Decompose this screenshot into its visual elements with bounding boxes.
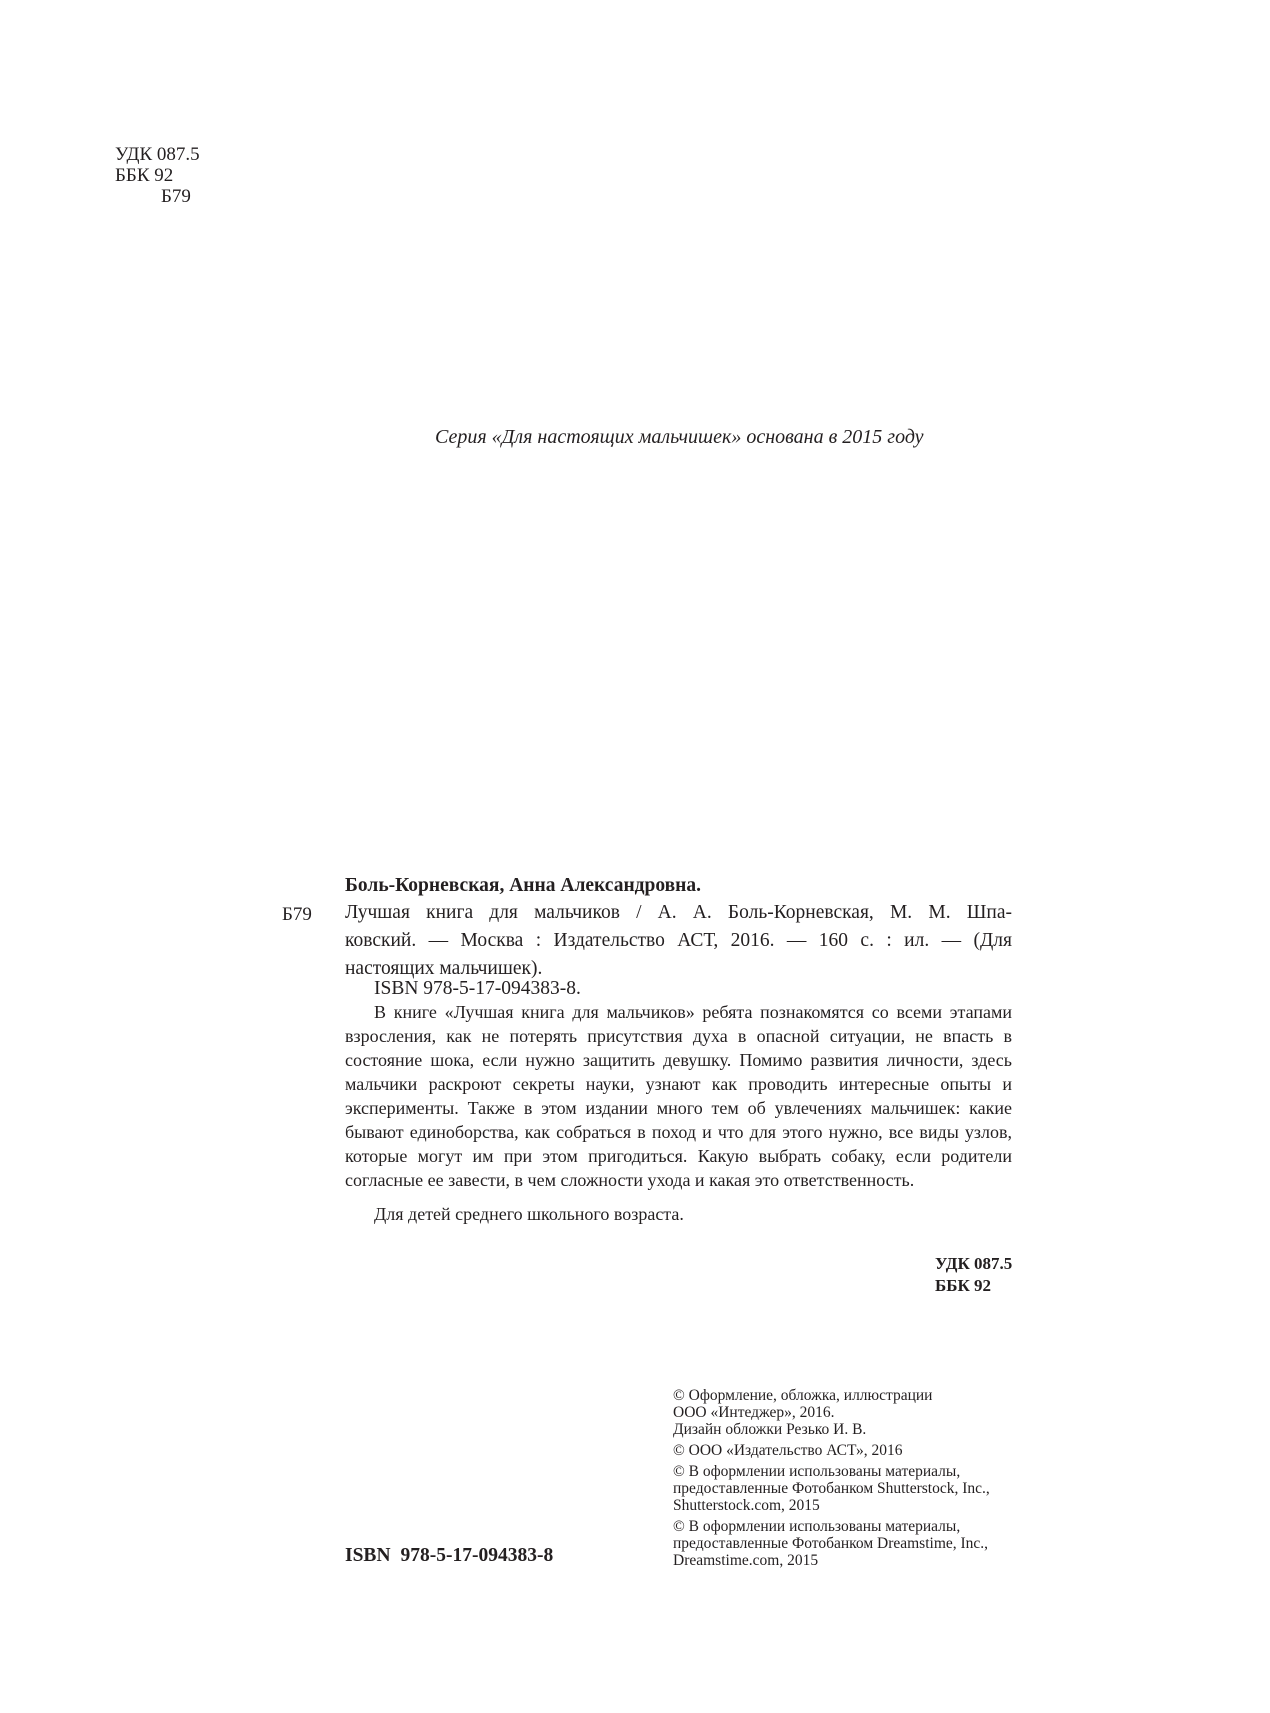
author-heading: Боль-Корневская, Анна Александровна. [345, 875, 702, 896]
title-line: настоящих мальчишек). [345, 958, 543, 979]
copyright-line: предоставленные Фотобанком Shutterstock, Inc., [673, 1480, 990, 1497]
bottom-bbk-code: ББК 92 [935, 1276, 992, 1295]
annotation-line: бывают единоборства, как собраться в поход и что для этого нужно, все виды узлов, [345, 1122, 1012, 1142]
isbn-number: 978-5-17-094383-8 [400, 1545, 554, 1566]
audience-note: Для детей среднего школьного возраста. [374, 1204, 684, 1224]
annotation-line: эксперименты. Также в этом издании много тем об увлечениях мальчишек: какие [345, 1098, 1012, 1118]
top-udk-code: УДК 087.5 [115, 144, 200, 165]
copyright-line: Дизайн обложки Резько И. В. [673, 1421, 867, 1438]
copyright-line: © ООО «Издательство АСТ», 2016 [673, 1442, 903, 1459]
copyright-line: ООО «Интеджер», 2016. [673, 1404, 835, 1421]
copyright-line: © Оформление, обложка, иллюстрации [673, 1387, 933, 1404]
annotation-line: мальчики раскроют секреты науки, узнают как проводить интересные опыты и [345, 1074, 1012, 1094]
title-line: ковский. — Москва : Издательство АСТ, 2016. — 160 с. : ил. — (Для [345, 930, 1012, 951]
annotation [345, 1000, 1012, 1192]
annotation-line: согласные ее завести, в чем сложности ухода и какая это ответственность. [345, 1170, 915, 1190]
copyright-line: предоставленные Фотобанком Dreamstime, Inc., [673, 1535, 989, 1552]
copyright-block [673, 1387, 990, 1569]
copyright-line: © В оформлении использованы материалы, [673, 1463, 961, 1480]
title-statement [345, 899, 1012, 983]
top-author-code: Б79 [161, 186, 191, 207]
isbn-label: ISBN [345, 1545, 391, 1566]
title-line: Лучшая книга для мальчиков / А. А. Боль-Корневская, М. М. Шпа- [345, 902, 1012, 923]
copyright-line: Dreamstime.com, 2015 [673, 1552, 819, 1569]
annotation-line: которые могут им при этом пригодиться. Какую выбрать собаку, если родители [345, 1146, 1012, 1166]
copyright-line: Shutterstock.com, 2015 [673, 1497, 820, 1514]
copyright-line: © В оформлении использованы материалы, [673, 1518, 961, 1535]
record-isbn: ISBN 978-5-17-094383-8. [374, 978, 581, 999]
bottom-udk-code: УДК 087.5 [935, 1254, 1013, 1273]
top-bbk-code: ББК 92 [115, 165, 174, 186]
author-code: Б79 [282, 904, 312, 925]
annotation-line: взросления, как не потерять присутствия духа в опасной ситуации, не впасть в [345, 1026, 1012, 1046]
annotation-line: состояние шока, если нужно защитить девушку. Помимо развития личности, здесь [345, 1050, 1012, 1070]
isbn-block [345, 1544, 553, 1568]
series-note: Серия «Для настоящих мальчишек» основана в 2015 году [435, 426, 924, 448]
annotation-line: В книге «Лучшая книга для мальчиков» ребята познакомятся со всеми этапами [374, 1002, 1012, 1022]
